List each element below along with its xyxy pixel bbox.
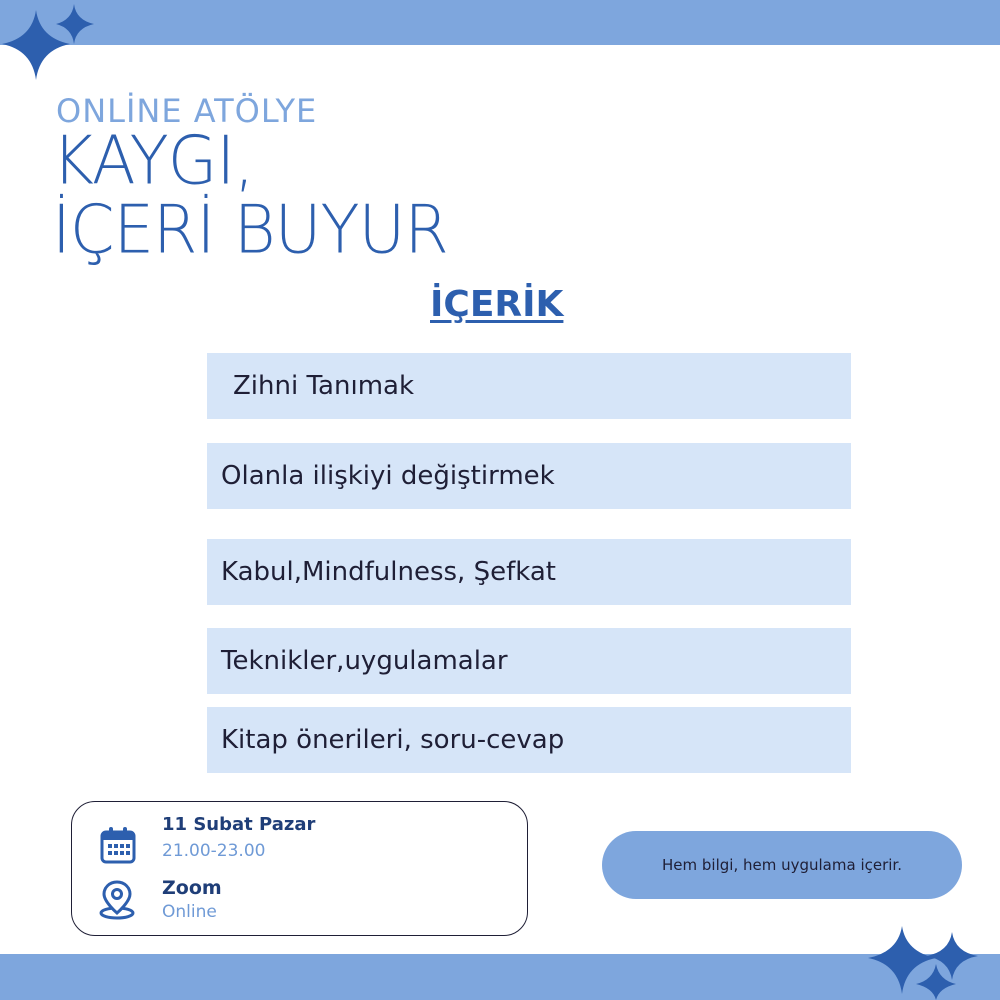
highlight-badge — [602, 831, 962, 899]
topic-label: Teknikler,uygulamalar — [221, 646, 508, 676]
topic-item — [207, 707, 851, 773]
topic-item — [207, 628, 851, 694]
event-date: 11 Subat Pazar — [162, 814, 316, 835]
event-mode: Online — [162, 902, 217, 922]
sparkle-icon — [860, 918, 1000, 1000]
location-pin-icon — [98, 880, 136, 920]
topic-item — [207, 539, 851, 605]
topic-item — [207, 443, 851, 509]
topic-label: Zihni Tanımak — [233, 371, 415, 401]
topic-item — [207, 353, 851, 419]
top-band — [0, 0, 1000, 45]
workshop-label: ONLİNE ATÖLYE — [56, 92, 318, 130]
event-platform: Zoom — [162, 877, 222, 899]
event-info-card — [71, 801, 528, 936]
bottom-band — [0, 954, 1000, 1000]
topic-label: Olanla ilişkiyi değiştirmek — [221, 461, 555, 491]
event-time: 21.00-23.00 — [162, 841, 266, 861]
sparkle-icon — [0, 0, 100, 85]
topic-label: Kabul,Mindfulness, Şefkat — [221, 557, 556, 587]
content-heading: İÇERİK — [430, 284, 564, 325]
topic-label: Kitap önerileri, soru-cevap — [221, 725, 565, 755]
calendar-icon — [100, 826, 136, 864]
highlight-text: Hem bilgi, hem uygulama içerir. — [662, 856, 902, 874]
page-title: KAYGI, İÇERİ BUYUR — [52, 122, 448, 270]
